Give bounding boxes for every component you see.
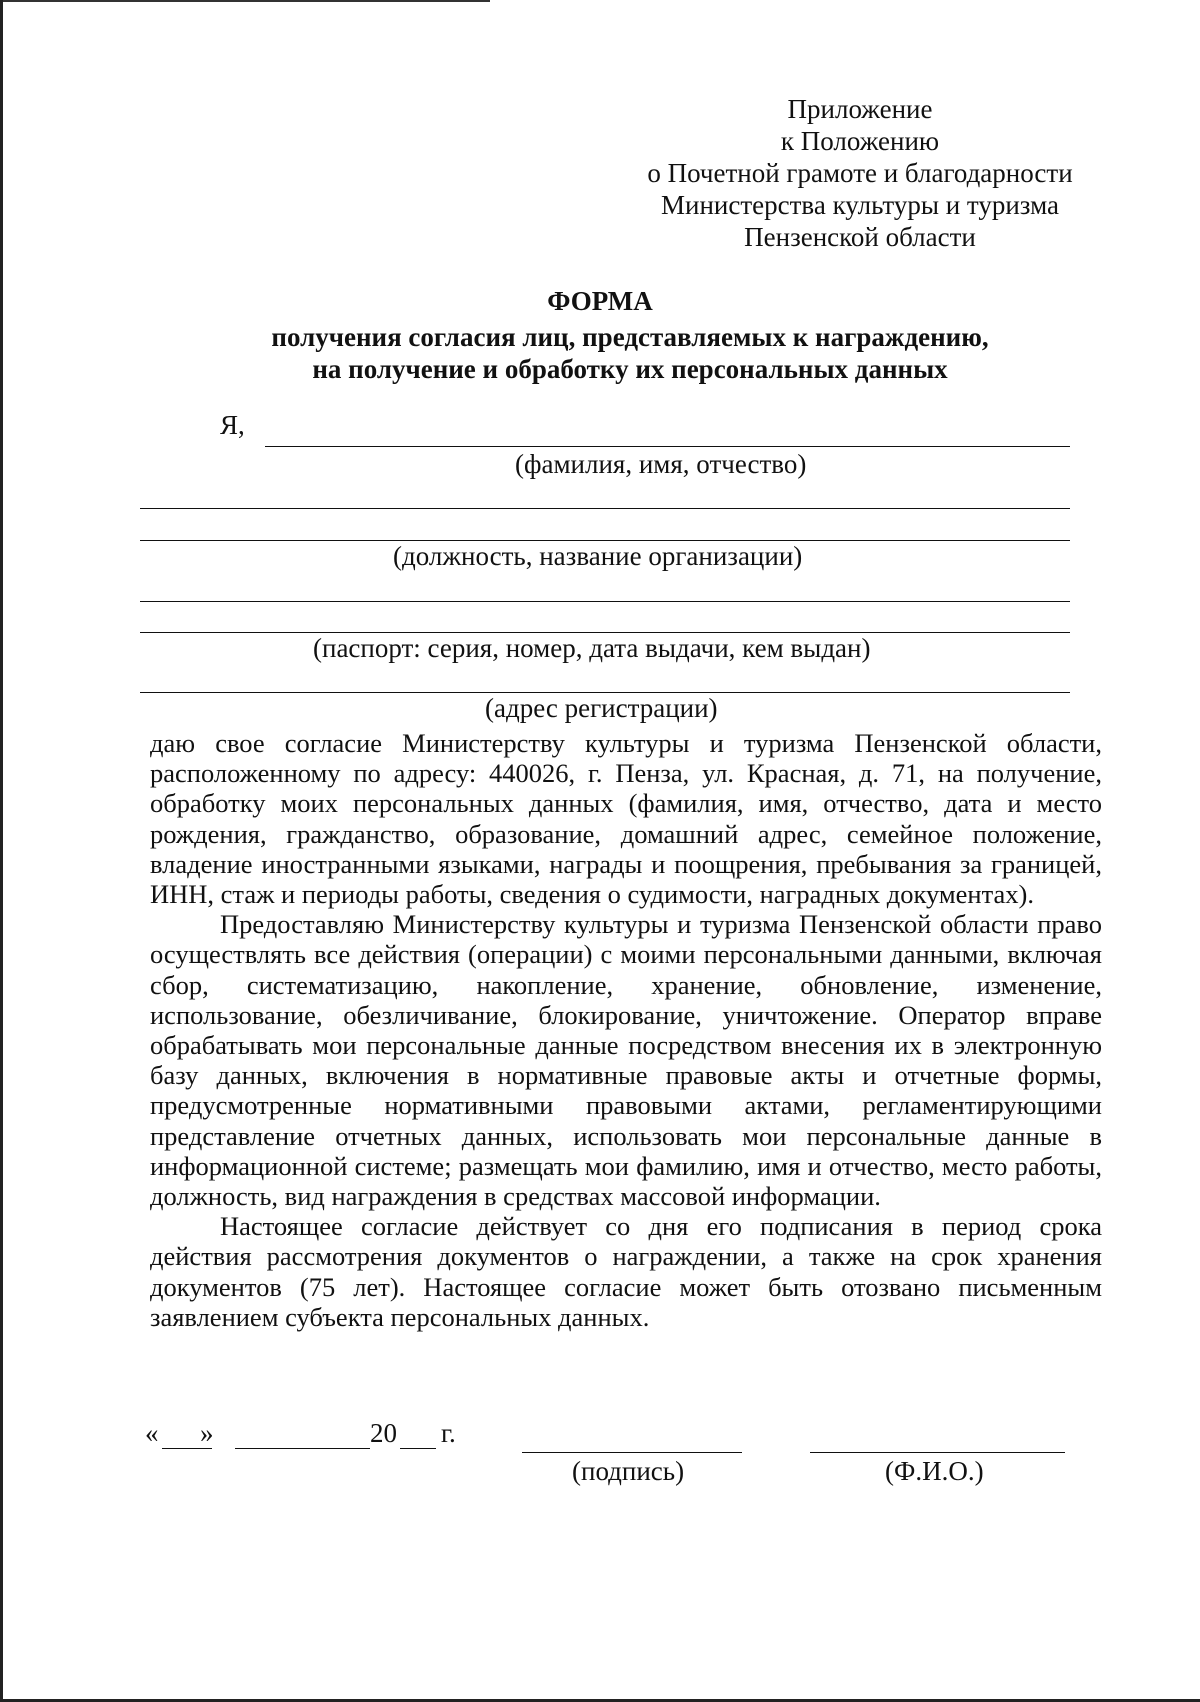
appendix-line: Пензенской области — [744, 222, 976, 252]
signature-caption: (подпись) — [572, 1456, 685, 1486]
position-caption: (должность, название организации) — [393, 541, 803, 571]
appendix-header — [560, 93, 1160, 253]
page-frame-top — [0, 0, 490, 2]
form-subtitle-line: на получение и обработку их персональных данных — [312, 354, 948, 384]
date-year-suffix: г. — [441, 1418, 456, 1448]
page-frame-left — [0, 0, 3, 1702]
signature-fio-line[interactable] — [810, 1452, 1065, 1453]
appendix-line: о Почетной грамоте и благодарности — [647, 158, 1073, 188]
form-title: ФОРМА — [547, 286, 653, 316]
signature-line[interactable] — [522, 1452, 742, 1453]
consent-paragraph: Настоящее согласие действует со дня его подписания в период срока действия рассмотрения документов о награждении, а также на срок хранения документов (75 лет). Настоящее согласие может быть отозвано письменным заявлением субъекта персональных данных. — [150, 1211, 1102, 1332]
position-continuation-line[interactable] — [140, 601, 1070, 602]
passport-caption: (паспорт: серия, номер, дата выдачи, кем выдан) — [313, 633, 871, 663]
consent-paragraph: Предоставляю Министерству культуры и туризма Пензенской области право осуществлять все действия (операции) с моими персональными данными, включая сбор, систематизацию, накопление, хранение, обновление, изменение, использование, обезличивание, блокирование, уничтожение. Оператор вправе обрабатывать мои персональные данные посредством внесения их в электронную базу данных, включения в нормативные правовые акты и отчетные формы, предусмотренные нормативными правовыми актами, регламентирующими представление отчетных данных, использовать мои персональные данные в информационной системе; размещать мои фамилию, имя и отчество, место работы, должность, вид награждения в средствах массовой информации. — [150, 909, 1102, 1212]
address-caption: (адрес регистрации) — [485, 693, 718, 723]
signature-fio-caption: (Ф.И.О.) — [885, 1456, 984, 1486]
date-quote-open: « — [145, 1418, 159, 1448]
fio-caption: (фамилия, имя, отчество) — [515, 449, 807, 479]
appendix-line: Приложение — [787, 94, 933, 124]
ya-label: Я, — [220, 410, 245, 440]
date-year-line[interactable] — [400, 1448, 436, 1449]
fio-continuation-line[interactable] — [140, 508, 1070, 509]
date-month-line[interactable] — [235, 1448, 370, 1449]
appendix-line: Министерства культуры и туризма — [661, 190, 1059, 220]
date-year-prefix: 20 — [370, 1418, 397, 1448]
consent-paragraph: даю свое согласие Министерству культуры и туризма Пензенской области, расположенному по адресу: 440026, г. Пенза, ул. Красная, д. 71, на получение, обработку моих персональных данных (фамилия, имя, отчество, дата и место рождения, гражданство, образование, домашний адрес, семейное положение, владение иностранными языками, награды и поощрения, пребывания за границей, ИНН, стаж и периоды работы, сведения о судимости, наградных документах). — [150, 728, 1102, 910]
form-subtitle-line: получения согласия лиц, представляемых к награждению, — [271, 322, 989, 352]
form-subtitle — [0, 321, 1200, 385]
date-quote-close: » — [200, 1418, 214, 1448]
consent-body — [150, 728, 1102, 1332]
appendix-line: к Положению — [780, 126, 940, 156]
fio-fill-line[interactable] — [265, 446, 1070, 447]
